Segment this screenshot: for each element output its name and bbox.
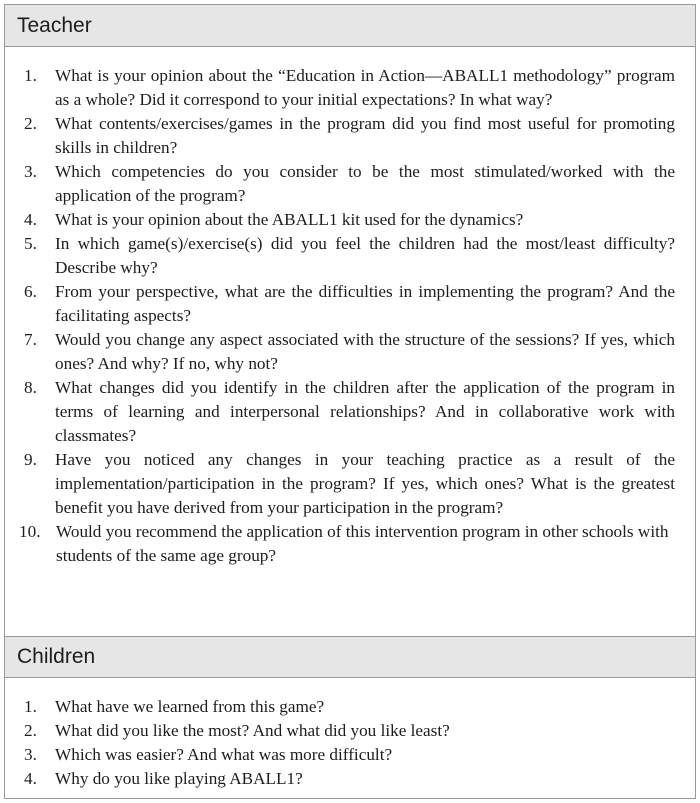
item-text: Which was easier? And what was more difficult? bbox=[55, 745, 393, 764]
item-number: 4. bbox=[24, 769, 37, 788]
list-item bbox=[5, 743, 695, 767]
list-item bbox=[5, 280, 695, 328]
item-text: Why do you like playing ABALL1? bbox=[55, 769, 303, 788]
item-text: From your perspective, what are the difficulties in implementing the program? And the facilitating aspects? bbox=[55, 282, 675, 325]
item-text: Which competencies do you consider to be the most stimulated/worked with the application of the program? bbox=[55, 162, 675, 205]
section-header-children bbox=[5, 636, 695, 678]
teacher-question-list bbox=[5, 64, 695, 568]
item-number: 1. bbox=[24, 66, 37, 85]
list-item bbox=[5, 232, 695, 280]
item-text: In which game(s)/exercise(s) did you feel the children had the most/least difficulty? Describe why? bbox=[55, 234, 675, 277]
item-number: 4. bbox=[24, 210, 37, 229]
item-number: 3. bbox=[24, 745, 37, 764]
children-question-list bbox=[5, 695, 695, 791]
item-number: 3. bbox=[24, 162, 37, 181]
item-text: What changes did you identify in the children after the application of the program in terms of learning and interpersonal relationships? And in collaborative work with classmates? bbox=[55, 378, 675, 445]
item-number: 10. bbox=[19, 522, 41, 541]
list-item bbox=[5, 328, 695, 376]
list-item bbox=[5, 160, 695, 208]
list-item bbox=[5, 719, 695, 743]
item-text: What contents/exercises/games in the program did you find most useful for promoting skills in children? bbox=[55, 114, 675, 157]
item-number: 6. bbox=[24, 282, 37, 301]
list-item bbox=[5, 695, 695, 719]
item-number: 9. bbox=[24, 450, 37, 469]
list-item bbox=[5, 208, 695, 232]
item-text: Would you change any aspect associated with the structure of the sessions? If yes, which ones? And why? If no, why not? bbox=[55, 330, 675, 373]
list-item bbox=[5, 520, 695, 568]
item-number: 2. bbox=[24, 721, 37, 740]
list-item bbox=[5, 448, 695, 520]
item-text: Would you recommend the application of this intervention program in other schools with students of the same age group? bbox=[56, 522, 669, 565]
section-title-teacher: Teacher bbox=[17, 13, 92, 37]
item-number: 7. bbox=[24, 330, 37, 349]
item-text: What is your opinion about the “Education in Action—ABALL1 methodology” program as a whole? Did it correspond to your initial expectations? In what way? bbox=[55, 66, 675, 109]
section-title-children: Children bbox=[17, 645, 96, 668]
item-number: 2. bbox=[24, 114, 37, 133]
list-item bbox=[5, 376, 695, 448]
list-item bbox=[5, 767, 695, 791]
item-text: What have we learned from this game? bbox=[55, 697, 325, 716]
interview-questions-table bbox=[4, 4, 696, 799]
item-number: 5. bbox=[24, 234, 37, 253]
item-number: 8. bbox=[24, 378, 37, 397]
item-text: Have you noticed any changes in your teaching practice as a result of the implementation/participation in the program? If yes, which ones? What is the greatest benefit you have derived from your participation in the program? bbox=[55, 450, 675, 517]
item-number: 1. bbox=[24, 697, 37, 716]
section-body-children bbox=[5, 678, 695, 791]
section-body-teacher bbox=[5, 47, 695, 636]
item-text: What is your opinion about the ABALL1 kit used for the dynamics? bbox=[55, 210, 524, 229]
item-text: What did you like the most? And what did you like least? bbox=[55, 721, 450, 740]
list-item bbox=[5, 64, 695, 112]
list-item bbox=[5, 112, 695, 160]
section-header-teacher bbox=[5, 5, 695, 47]
